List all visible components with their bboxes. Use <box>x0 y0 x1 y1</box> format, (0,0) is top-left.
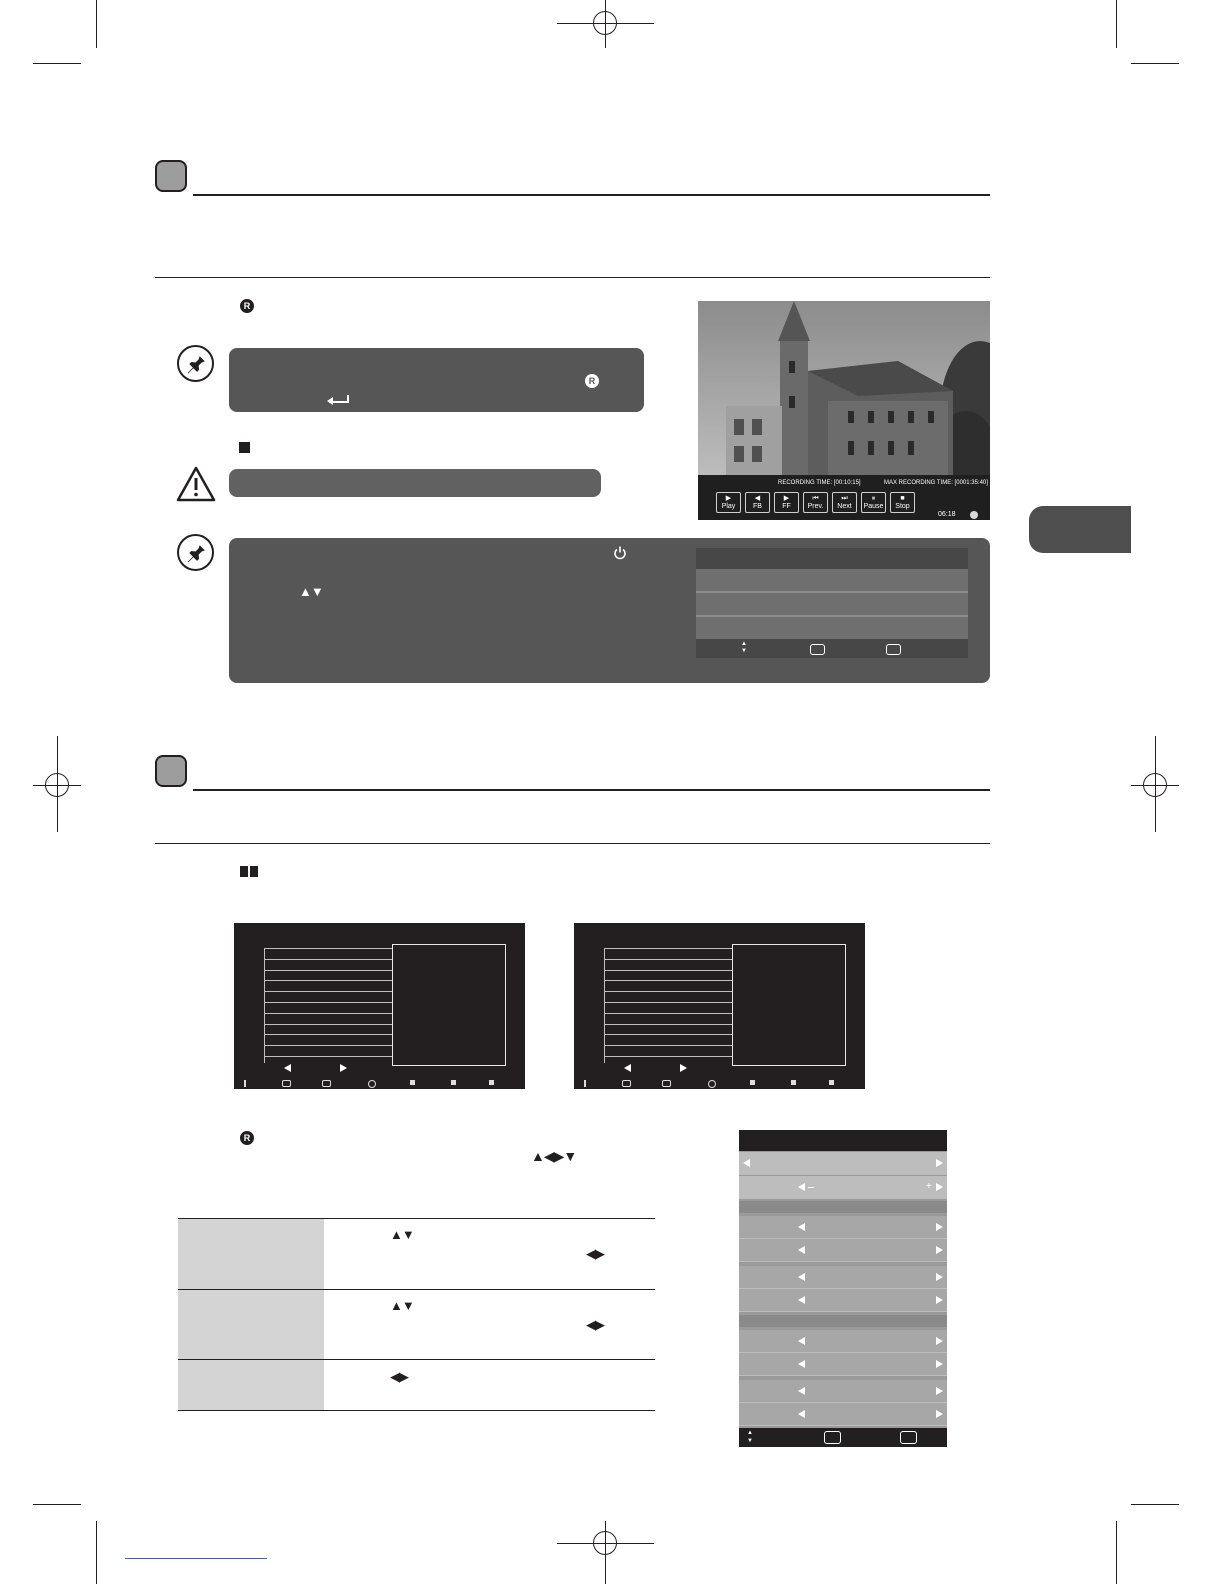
pin-note-icon <box>177 534 214 571</box>
control-button-fb[interactable] <box>745 492 770 513</box>
left-right-arrows-icon: ◀▶ <box>390 1369 408 1384</box>
table-row <box>178 1219 655 1289</box>
minus-icon <box>808 1187 814 1188</box>
epg-list-row <box>265 1045 393 1046</box>
ok-key-icon <box>810 644 825 655</box>
arrow-right-icon <box>936 1183 943 1191</box>
control-label: Stop <box>895 503 910 510</box>
epg-footer-key-icon <box>489 1080 494 1085</box>
menu-row[interactable] <box>739 1289 947 1312</box>
crop-mark <box>1116 1521 1117 1584</box>
dialog-row <box>696 593 968 617</box>
power-icon <box>613 546 627 560</box>
control-glyph-icon: ▶ <box>783 495 790 502</box>
menu-footer <box>739 1428 947 1447</box>
menu-row[interactable] <box>739 1380 947 1403</box>
table-row <box>178 1290 655 1359</box>
control-button-play[interactable] <box>716 492 741 513</box>
epg-list-row <box>605 1034 733 1035</box>
table-row <box>178 1360 655 1410</box>
registration-circle <box>593 1531 617 1555</box>
crop-mark <box>1131 63 1179 64</box>
prev-day-icon <box>284 1064 291 1072</box>
menu-row-channel <box>739 1152 947 1175</box>
crop-mark <box>33 63 81 64</box>
epg-list-row <box>605 1056 733 1057</box>
record-icon: R <box>585 374 599 388</box>
epg-footer-key-icon <box>322 1080 331 1087</box>
clock-label: 06:18 <box>938 511 956 518</box>
arrow-left-icon <box>798 1296 805 1304</box>
arrow-left-icon <box>798 1223 805 1231</box>
menu-group-header <box>739 1201 947 1213</box>
control-glyph-icon: ⏸ <box>871 495 876 502</box>
arrow-right-icon <box>936 1246 943 1254</box>
epg-list-row <box>265 1056 393 1057</box>
epg-detail-panel <box>732 944 846 1066</box>
arrow-left-icon <box>798 1387 805 1395</box>
table-row-label-cell <box>178 1290 324 1359</box>
up-down-arrows-icon: ▲▼ <box>390 1227 414 1242</box>
castle-photo <box>698 301 990 520</box>
arrow-left-icon <box>798 1183 805 1191</box>
epg-footer <box>574 1076 865 1089</box>
arrow-left-icon <box>798 1337 805 1345</box>
epg-list-row <box>265 959 393 960</box>
section-marker <box>155 160 187 192</box>
recording-time-label: RECORDING TIME: [00:10:15] <box>778 480 861 486</box>
epg-list-row <box>605 948 733 949</box>
epg-list <box>604 948 733 1063</box>
epg-footer-key-icon <box>750 1080 755 1085</box>
epg-list-row <box>265 948 393 949</box>
epg-detail-panel <box>392 944 506 1066</box>
epg-list-row <box>605 991 733 992</box>
menu-row[interactable] <box>739 1330 947 1353</box>
warning-icon <box>176 466 216 502</box>
section-marker <box>155 755 187 787</box>
exit-dialog-screen <box>696 548 968 658</box>
play-indicator-icon <box>970 511 978 519</box>
epg-list-row <box>605 1002 733 1003</box>
control-label: Pause <box>863 503 884 510</box>
epg-list-row <box>265 1013 393 1014</box>
epg-screen-1 <box>234 923 525 1089</box>
crop-mark <box>1131 1504 1179 1505</box>
note-box-large <box>229 538 990 683</box>
chapter-tab <box>1029 506 1131 553</box>
control-button-stop[interactable] <box>890 492 915 513</box>
arrow-right-icon <box>936 1159 943 1167</box>
epg-list-row <box>605 1024 733 1025</box>
menu-row-adjust <box>739 1176 947 1199</box>
epg-list-row <box>605 980 733 981</box>
epg-footer-key-icon <box>282 1080 291 1087</box>
updown-hint-icon: ▲▼ <box>741 641 747 654</box>
arrow-right-icon <box>936 1410 943 1418</box>
guide-icon <box>240 866 258 877</box>
arrow-right-icon <box>936 1223 943 1231</box>
arrow-right-icon <box>936 1337 943 1345</box>
menu-row[interactable] <box>739 1239 947 1262</box>
epg-list-row <box>265 1002 393 1003</box>
exit-key-icon <box>886 644 901 655</box>
prev-day-icon <box>624 1064 631 1072</box>
epg-screen-2 <box>574 923 865 1089</box>
arrow-left-icon <box>798 1246 805 1254</box>
navigation-arrows-icon: ▲◀▶▼ <box>531 1148 577 1164</box>
table-bottom-rule <box>178 1410 655 1411</box>
menu-row[interactable] <box>739 1266 947 1289</box>
epg-list-row <box>265 980 393 981</box>
epg-footer-key-icon <box>708 1080 716 1088</box>
control-glyph-icon: ▶ <box>725 495 732 502</box>
arrow-left-icon <box>798 1360 805 1368</box>
control-button-next[interactable] <box>832 492 857 513</box>
epg-list-row <box>605 959 733 960</box>
note-box <box>229 348 644 412</box>
max-recording-time-label: MAX RECORDING TIME: [0001:35:40] <box>884 480 988 486</box>
record-icon: R <box>240 1131 254 1145</box>
epg-list-row <box>605 1013 733 1014</box>
arrow-right-icon <box>936 1273 943 1281</box>
menu-group-header <box>739 1315 947 1327</box>
epg-list <box>264 948 393 1063</box>
enter-arrow-head <box>327 397 333 405</box>
control-button-ff[interactable] <box>774 492 799 513</box>
arrow-left-icon <box>743 1159 750 1167</box>
epg-footer-key-icon <box>622 1080 631 1087</box>
stop-icon <box>239 442 250 453</box>
arrow-right-icon <box>936 1296 943 1304</box>
arrow-right-icon <box>936 1360 943 1368</box>
section-heading-rule <box>193 789 990 791</box>
control-button-pause[interactable] <box>861 492 886 513</box>
epg-list-row <box>265 970 393 971</box>
epg-footer-key-icon <box>451 1080 456 1085</box>
arrow-left-icon <box>798 1410 805 1418</box>
schedule-record-menu <box>739 1130 947 1447</box>
left-right-arrows-icon: ◀▶ <box>586 1317 604 1332</box>
registration-circle <box>45 773 69 797</box>
next-day-icon <box>680 1064 687 1072</box>
ok-key-icon <box>824 1431 841 1444</box>
epg-list-row <box>605 1045 733 1046</box>
up-down-arrows-icon: ▲▼ <box>299 584 323 599</box>
epg-footer-key-icon <box>662 1080 671 1087</box>
recording-screenshot <box>698 301 990 520</box>
registration-circle <box>1143 773 1167 797</box>
table-row-label-cell <box>178 1219 324 1289</box>
pin-note-icon <box>177 345 214 382</box>
dialog-row <box>696 617 968 639</box>
crop-mark <box>33 1504 81 1505</box>
crop-mark <box>96 0 97 48</box>
epg-list-row <box>265 1024 393 1025</box>
table-row-label-cell <box>178 1360 324 1410</box>
control-label: Prev. <box>807 503 824 510</box>
registration-circle <box>593 11 617 35</box>
left-right-arrows-icon: ◀▶ <box>586 1246 604 1261</box>
up-down-arrows-icon: ▲▼ <box>390 1298 414 1313</box>
record-icon: R <box>240 299 254 313</box>
epg-footer-key-icon <box>368 1080 376 1088</box>
epg-list-row <box>265 991 393 992</box>
footer-underline <box>125 1558 267 1559</box>
control-glyph-icon: ⏭ <box>841 495 848 502</box>
control-label: FF <box>782 503 791 510</box>
control-label: Play <box>721 503 736 510</box>
plus-icon: + <box>926 1181 932 1192</box>
crop-mark <box>96 1521 97 1584</box>
next-day-icon <box>340 1064 347 1072</box>
dialog-row <box>696 569 968 593</box>
epg-footer-key-icon <box>584 1080 586 1087</box>
control-label: Next <box>837 503 852 510</box>
menu-title-bar <box>739 1130 947 1151</box>
crop-mark <box>1116 0 1117 48</box>
menu-row[interactable] <box>739 1403 947 1426</box>
control-glyph-icon: ■ <box>900 495 905 502</box>
arrow-left-icon <box>798 1273 805 1281</box>
epg-footer-key-icon <box>791 1080 796 1085</box>
epg-list-row <box>265 1034 393 1035</box>
exit-key-icon <box>900 1431 917 1444</box>
epg-list-row <box>605 970 733 971</box>
epg-footer-key-icon <box>829 1080 834 1085</box>
menu-row[interactable] <box>739 1216 947 1239</box>
control-glyph-icon: ⏮ <box>812 495 819 502</box>
section-heading-rule <box>193 194 990 196</box>
arrow-right-icon <box>936 1387 943 1395</box>
epg-footer-key-icon <box>410 1080 415 1085</box>
section-divider <box>155 843 990 844</box>
control-button-prev[interactable] <box>803 492 828 513</box>
warning-box <box>229 469 601 497</box>
control-label: FB <box>753 503 762 510</box>
epg-footer-key-icon <box>244 1080 246 1087</box>
menu-row[interactable] <box>739 1353 947 1376</box>
control-glyph-icon: ◀ <box>754 495 761 502</box>
updown-hint-icon: ▲▼ <box>747 1430 753 1444</box>
epg-footer <box>234 1076 525 1089</box>
section-divider <box>155 277 990 278</box>
